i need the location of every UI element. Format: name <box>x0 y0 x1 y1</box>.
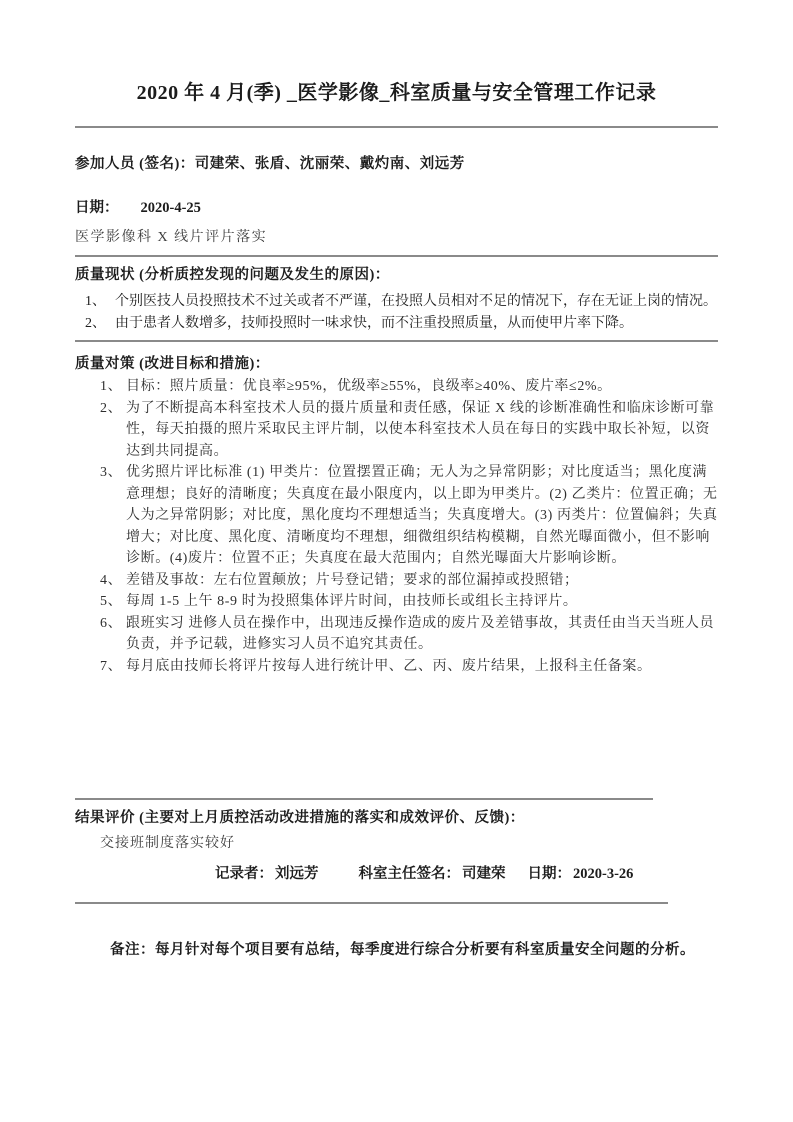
page-title: 2020 年 4 月(季) _医学影像_科室质量与安全管理工作记录 <box>136 82 657 104</box>
measures-item-list <box>75 376 718 677</box>
measures-section-heading: 质量对策 (改进目标和措施)： <box>75 356 270 372</box>
item-text: 差错及事故：左右位置颠放；片号登记错；要求的部位漏掉或投照错； <box>126 572 579 588</box>
evaluation-note: 交接班制度落实较好 <box>100 836 235 851</box>
status-section-heading: 质量现状 (分析质控发现的问题及发生的原因)： <box>75 267 390 283</box>
item-text: 每月底由技师长将评片按每人进行统计甲、乙、丙、废片结果，上报科主任备案。 <box>126 658 652 674</box>
signature-date-pair <box>528 866 634 882</box>
item-number: 2、 <box>85 315 106 331</box>
item-number: 5、 <box>100 594 123 609</box>
item-text: 个别医技人员投照技术不过关或者不严谨，在投照人员相对不足的情况下，存在无证上岗的情况。 <box>115 294 717 309</box>
divider-below-signature <box>75 902 668 904</box>
director-label: 科室主任签名： <box>358 866 460 882</box>
item-number: 2、 <box>100 400 123 416</box>
item-number: 1、 <box>100 379 123 394</box>
measures-item <box>100 462 718 570</box>
item-text: 优劣照片评比标准 (1) 甲类片：位置摆置正确；无人为之异常阴影；对比度适当；黑化度满意理想；良好的清晰度；失真度在最小限度内，以上即为甲类片。(2) 乙类片：位置正确；无人为之异常阴影；对比度，黑化度均不理想适当；失真度增大。(3) 丙类片：位置偏斜；失真增大；对比度、黑化度、清晰度均不理想，细微组织结构模糊，自然光曝面微小，但不影响诊断。(4)废片：位置不正；失真度在最大范围内；自然光曝面大片影响诊断。 <box>126 465 718 566</box>
status-item <box>85 313 718 335</box>
divider-below-status <box>75 340 718 342</box>
remark-line <box>75 941 718 959</box>
evaluation-section-heading: 结果评价 (主要对上月质控活动改进措施的落实和成效评价、反馈)： <box>75 810 525 826</box>
date-row <box>75 199 718 217</box>
measures-item <box>100 376 718 398</box>
measures-item <box>100 591 718 613</box>
date-label: 日期： <box>75 200 119 216</box>
recorder-pair <box>215 866 319 882</box>
measures-item <box>100 398 718 463</box>
measures-item <box>100 613 718 656</box>
signature-row <box>75 865 718 883</box>
item-text: 每周 1-5 上午 8-9 时为投照集体评片时间，由技师长或组长主持评片。 <box>126 594 578 609</box>
item-text: 为了不断提高本科室技术人员的摄片质量和责任感，保证 X 线的诊断准确性和临床诊断可靠性，每天拍摄的照片采取民主评片制，以使本科室技术人员在每日的实践中取长补短，以资达到共同提高。 <box>126 400 715 459</box>
signature-date-value: 2020-3-26 <box>573 866 634 882</box>
item-number: 3、 <box>100 465 123 480</box>
participants-label: 参加人员 (签名)： <box>75 156 195 172</box>
status-item <box>85 291 718 313</box>
recorder-name: 刘远芳 <box>275 866 319 882</box>
remark-label: 备注： <box>110 942 155 958</box>
item-number: 6、 <box>100 615 123 631</box>
director-pair <box>359 866 506 882</box>
measures-item <box>100 656 718 678</box>
participants-value: 司建荣、张盾、沈丽荣、戴灼南、刘远芳 <box>194 156 465 172</box>
divider-below-title <box>75 126 718 128</box>
item-text: 目标：照片质量：优良率≥95%，优级率≥55%，良级率≥40%、废片率≤2%。 <box>126 379 612 394</box>
recorder-label: 记录者： <box>215 866 273 882</box>
signature-date-label: 日期： <box>527 866 571 882</box>
participants-row <box>75 155 718 173</box>
divider-above-evaluation <box>75 798 653 800</box>
status-item-list <box>75 291 718 334</box>
item-text: 由于患者人数增多，技师投照时一味求快，而不注重投照质量，从而使甲片率下降。 <box>115 315 633 331</box>
topic-line: 医学影像科 X 线片评片落实 <box>75 230 268 245</box>
date-value: 2020-4-25 <box>140 200 201 216</box>
director-name: 司建荣 <box>462 866 506 882</box>
item-number: 7、 <box>100 658 123 674</box>
item-text: 跟班实习 进修人员在操作中，出现违反操作造成的废片及差错事故，其责任由当天当班人员负责，并予记载，进修实习人员不追究其责任。 <box>126 615 715 652</box>
item-number: 4、 <box>100 572 123 588</box>
item-number: 1、 <box>85 294 106 309</box>
measures-item <box>100 570 718 592</box>
divider-below-topic <box>75 255 718 257</box>
remark-text: 每月针对每个项目要有总结，每季度进行综合分析要有科室质量安全问题的分析。 <box>155 942 695 958</box>
